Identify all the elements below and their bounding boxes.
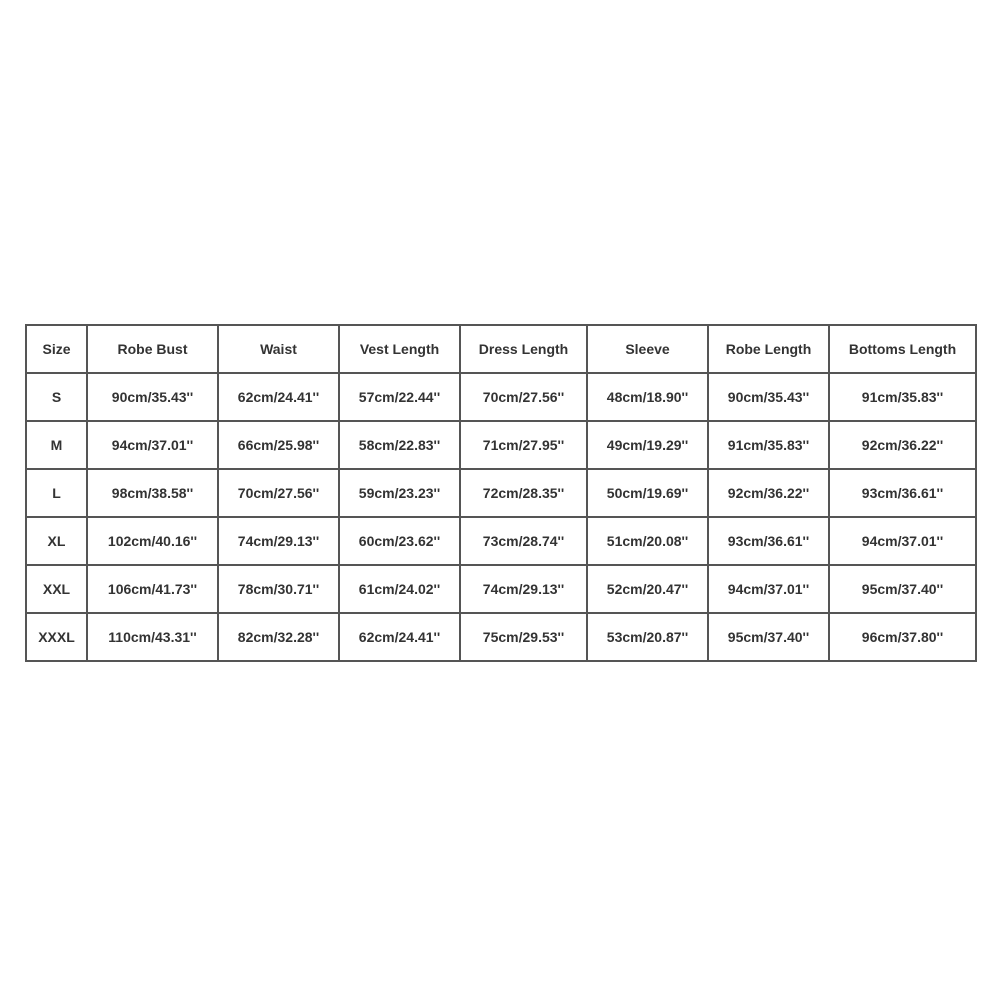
header-size: Size bbox=[26, 325, 87, 373]
header-robe-bust: Robe Bust bbox=[87, 325, 218, 373]
size-cell: L bbox=[26, 469, 87, 517]
size-cell: XXXL bbox=[26, 613, 87, 661]
table-row bbox=[26, 469, 976, 517]
size-cell: XXL bbox=[26, 565, 87, 613]
sleeve-cell: 52cm/20.47'' bbox=[587, 565, 708, 613]
vest-length-cell: 58cm/22.83'' bbox=[339, 421, 460, 469]
robe-length-cell: 93cm/36.61'' bbox=[708, 517, 829, 565]
header-waist: Waist bbox=[218, 325, 339, 373]
robe-bust-cell: 94cm/37.01'' bbox=[87, 421, 218, 469]
dress-length-cell: 74cm/29.13'' bbox=[460, 565, 587, 613]
waist-cell: 66cm/25.98'' bbox=[218, 421, 339, 469]
table-header-row bbox=[26, 325, 976, 373]
dress-length-cell: 75cm/29.53'' bbox=[460, 613, 587, 661]
header-bottoms-length: Bottoms Length bbox=[829, 325, 976, 373]
sleeve-cell: 51cm/20.08'' bbox=[587, 517, 708, 565]
sleeve-cell: 49cm/19.29'' bbox=[587, 421, 708, 469]
robe-bust-cell: 110cm/43.31'' bbox=[87, 613, 218, 661]
robe-bust-cell: 98cm/38.58'' bbox=[87, 469, 218, 517]
header-vest-length: Vest Length bbox=[339, 325, 460, 373]
bottoms-length-cell: 94cm/37.01'' bbox=[829, 517, 976, 565]
bottoms-length-cell: 96cm/37.80'' bbox=[829, 613, 976, 661]
robe-length-cell: 91cm/35.83'' bbox=[708, 421, 829, 469]
vest-length-cell: 57cm/22.44'' bbox=[339, 373, 460, 421]
sleeve-cell: 53cm/20.87'' bbox=[587, 613, 708, 661]
vest-length-cell: 59cm/23.23'' bbox=[339, 469, 460, 517]
table-row bbox=[26, 373, 976, 421]
table-row bbox=[26, 565, 976, 613]
header-dress-length: Dress Length bbox=[460, 325, 587, 373]
robe-bust-cell: 102cm/40.16'' bbox=[87, 517, 218, 565]
dress-length-cell: 71cm/27.95'' bbox=[460, 421, 587, 469]
vest-length-cell: 60cm/23.62'' bbox=[339, 517, 460, 565]
header-sleeve: Sleeve bbox=[587, 325, 708, 373]
waist-cell: 82cm/32.28'' bbox=[218, 613, 339, 661]
size-cell: M bbox=[26, 421, 87, 469]
table-row bbox=[26, 613, 976, 661]
vest-length-cell: 62cm/24.41'' bbox=[339, 613, 460, 661]
dress-length-cell: 73cm/28.74'' bbox=[460, 517, 587, 565]
robe-length-cell: 90cm/35.43'' bbox=[708, 373, 829, 421]
bottoms-length-cell: 91cm/35.83'' bbox=[829, 373, 976, 421]
dress-length-cell: 72cm/28.35'' bbox=[460, 469, 587, 517]
bottoms-length-cell: 95cm/37.40'' bbox=[829, 565, 976, 613]
size-cell: S bbox=[26, 373, 87, 421]
waist-cell: 70cm/27.56'' bbox=[218, 469, 339, 517]
robe-length-cell: 92cm/36.22'' bbox=[708, 469, 829, 517]
sleeve-cell: 50cm/19.69'' bbox=[587, 469, 708, 517]
robe-length-cell: 94cm/37.01'' bbox=[708, 565, 829, 613]
waist-cell: 62cm/24.41'' bbox=[218, 373, 339, 421]
table-row bbox=[26, 517, 976, 565]
sleeve-cell: 48cm/18.90'' bbox=[587, 373, 708, 421]
header-robe-length: Robe Length bbox=[708, 325, 829, 373]
table-row bbox=[26, 421, 976, 469]
vest-length-cell: 61cm/24.02'' bbox=[339, 565, 460, 613]
waist-cell: 74cm/29.13'' bbox=[218, 517, 339, 565]
dress-length-cell: 70cm/27.56'' bbox=[460, 373, 587, 421]
robe-bust-cell: 90cm/35.43'' bbox=[87, 373, 218, 421]
waist-cell: 78cm/30.71'' bbox=[218, 565, 339, 613]
robe-length-cell: 95cm/37.40'' bbox=[708, 613, 829, 661]
robe-bust-cell: 106cm/41.73'' bbox=[87, 565, 218, 613]
size-chart-table bbox=[25, 324, 977, 662]
bottoms-length-cell: 92cm/36.22'' bbox=[829, 421, 976, 469]
bottoms-length-cell: 93cm/36.61'' bbox=[829, 469, 976, 517]
size-cell: XL bbox=[26, 517, 87, 565]
